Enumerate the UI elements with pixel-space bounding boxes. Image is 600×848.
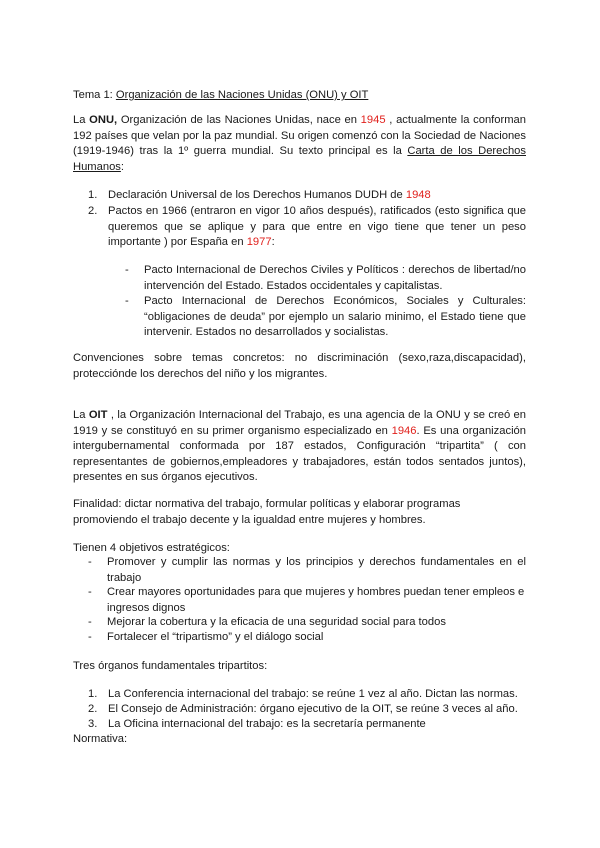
spain-year: 1977: [246, 236, 272, 248]
onu-acronym: ONU,: [89, 114, 118, 126]
objective-item-1: - Promover y cumplir las normas y los principios y derechos fundamentales en el trabajo: [88, 556, 526, 584]
dudh-year: 1948: [405, 189, 431, 201]
oit-acronym: OIT: [88, 409, 108, 421]
charter-link: Carta de los Derechos Humanos: [73, 145, 526, 173]
organ-item-3: 3. La Oficina internacional del trabajo: es la secretaría permanente: [88, 718, 426, 730]
pact-item-1: - Pacto Internacional de Derechos Civiles y Políticos : derechos de libertad/no intervención del Estado. Estados occidentales y capitalistas.: [125, 264, 526, 292]
onu-year: 1945: [360, 114, 386, 126]
objective-item-4: - Fortalecer el “tripartismo” y el diálogo social: [88, 631, 324, 643]
objectives-title: Tienen 4 objetivos estratégicos:: [73, 542, 230, 554]
oit-year: 1946: [391, 424, 417, 437]
organs-title: Tres órganos fundamentales tripartitos:: [73, 660, 268, 672]
objective-item-3: - Mejorar la cobertura y la eficacia de una seguridad social para todos: [88, 616, 446, 628]
onu-list-item-2: 2. Pactos en 1966 (entraron en vigor 10 años después), ratificados (esto significa que queremos que se aplique y para que entre en vigo tiene que tener un peso importante ) por España en 1977:: [88, 205, 526, 248]
purpose-paragraph: Finalidad: dictar normativa del trabajo, formular políticas y elaborar programas promoviendo el trabajo decente y la igualdad entre mujeres y hombres.: [73, 498, 461, 526]
organ-item-1: 1. La Conferencia internacional del trabajo: se reúne 1 vez al año. Dictan las normas.: [88, 688, 518, 700]
pact-item-2: - Pacto Internacional de Derechos Económicos, Sociales y Culturales: “obligaciones de deuda” por ejemplo un salario minimo, el Estado tiene que intervenir. Estados no desarrollados y socialistas.: [125, 295, 526, 338]
objective-item-2: - Crear mayores oportunidades para que mujeres y hombres puedan tener empleos e ingresos dignos: [88, 586, 525, 614]
page-title: Tema 1: Organización de las Naciones Unidas (ONU) y OIT: [73, 89, 369, 101]
onu-list-item-1: 1. Declaración Universal de los Derechos Humanos DUDH de 1948: [88, 189, 431, 201]
conventions-paragraph: Convenciones sobre temas concretos: no discriminación (sexo,raza,discapacidad), protecciónde los derechos del niño y los migrantes.: [73, 352, 526, 380]
onu-paragraph: La ONU, Organización de las Naciones Unidas, nace en 1945 , actualmente la conforman 192 países que velan por la paz mundial. Su origen comenzó con la Sociedad de Naciones (1919-1946) tras la 1º guerra mundial. Su texto principal es la Carta de los Derechos Humanos:: [73, 114, 526, 173]
organ-item-2: 2. El Consejo de Administración: órgano ejecutivo de la OIT, se reúne 3 veces al año.: [88, 703, 518, 715]
title-text: Organización de las Naciones Unidas (ONU) y OIT: [115, 89, 369, 101]
oit-paragraph: La OIT , la Organización Internacional del Trabajo, es una agencia de la ONU y se creó en 1919 y se constituyó en su primer organismo especializado en 1946. Es una organización intergubernamental conformada por 187 estados, Configuración “tripartita” ( con representantes de gobiernos,empleadores y trabajadores, están todos sentados juntos), presentes en sus órganos ejecutivos.: [73, 409, 526, 483]
normativa-label: Normativa:: [73, 733, 128, 745]
